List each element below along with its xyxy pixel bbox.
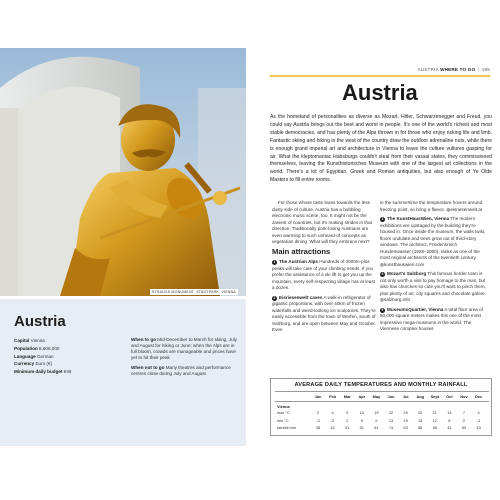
- page-number: 195: [481, 67, 490, 72]
- month-header: Feb: [329, 394, 337, 399]
- table-cell: 6: [448, 417, 451, 423]
- table-cell: 63: [403, 425, 408, 430]
- globe-icon: ◍: [446, 206, 451, 212]
- table-cell: 9: [346, 410, 349, 415]
- table-divider: [275, 391, 489, 392]
- table-cell: -3: [316, 417, 320, 423]
- month-header: Mar: [343, 394, 351, 399]
- strauss-monument-photo: [0, 48, 246, 296]
- table-cell: 50: [461, 425, 467, 430]
- month-header: Nov: [460, 394, 468, 399]
- number-badge-icon: 3: [381, 217, 384, 221]
- fact-language: Language German: [14, 353, 54, 359]
- fact-population: Population 8,608,000: [14, 345, 60, 351]
- month-header: Aug: [416, 394, 424, 399]
- country-facts-box: [0, 299, 246, 446]
- attraction-item: 5 MuseumsQuartier, Vienna A total floor area of 60,000 square meters makes this one of the most impressive mega-museums in the world. The Viennese complex houses: [380, 306, 483, 331]
- globe-icon: ◍: [380, 297, 385, 302]
- when-to-go-block: [131, 337, 237, 382]
- table-cell: 15: [403, 417, 408, 423]
- table-cell: 22: [388, 410, 394, 415]
- when-to-go: When to go Mid-December to March for skiing, July and August for hiking or June; when the Alps are in full bloom, crowds are manageable and prices have yet to hit their peak: [131, 337, 237, 361]
- fact-currency: Currency Euro (€): [14, 361, 53, 367]
- attraction-item: 3 The KunstHausWien, Vienna The modern exhibitions are upstaged by the building they're housed in. Once inside the museum, the walls twist, floors undulate and trees grow out of third-story windows. The architect, Friedensreich Hundertwasser (1928–2000), ranks as one of the most original architects of the twentieth century. ◍kunsthauswien.com: [380, 216, 486, 267]
- month-header: Oct: [446, 394, 453, 399]
- number-badge-icon: 1: [273, 260, 276, 264]
- table-cell: 2: [346, 417, 349, 423]
- table-cell: 9: [375, 417, 378, 423]
- title-rule: [270, 75, 490, 77]
- table-cell: 25: [403, 410, 408, 415]
- attraction-item: 2 Eisriesenwelt caves A walk-in refrigerator of gigantic proportions, with over 40km of frozen waterfalls and weird-looking ice sculptures. They're easily accessible from the town of Werfen, south of Salzburg, and are open between May and October. Even: [272, 294, 376, 332]
- website-link[interactable]: eisriesenwelt.at: [450, 206, 483, 212]
- table-cell: -1: [476, 417, 481, 423]
- page-title: Austria: [342, 80, 418, 105]
- row-label: rainfall mm: [277, 425, 297, 430]
- table-divider: [275, 401, 489, 402]
- month-header: Jan: [314, 394, 322, 399]
- city-label: Vienna: [277, 404, 290, 409]
- table-cell: 15: [418, 417, 423, 423]
- number-badge-icon: 2: [273, 295, 276, 300]
- table-cell: 41: [345, 425, 350, 430]
- month-header: Jun: [387, 394, 395, 399]
- table-cell: 25: [418, 410, 423, 415]
- table-cell: 74: [388, 425, 394, 430]
- table-cell: 5: [360, 417, 363, 423]
- fact-capital: Capital Vienna: [14, 338, 45, 343]
- attraction-item: 4 Mozart's Salzburg This famous border town is not only worth a visit to pay homage to the man, but also has churches so cute you'll want to pinch them, plus plenty of art, city squares and chocolate galore. ◍salzburg.info: [380, 271, 486, 302]
- statue-illustration: [0, 48, 246, 296]
- table-cell: 43: [476, 425, 481, 430]
- website-link[interactable]: kunsthauswien.com: [384, 261, 425, 267]
- table-cell: 45: [432, 425, 437, 430]
- table-cell: 14: [359, 410, 364, 415]
- photo-caption: STRAUSS MONUMENT, STADTPARK, VIENNA: [151, 290, 236, 294]
- table-cell: 14: [447, 410, 452, 415]
- table-cell: -2: [330, 417, 335, 423]
- table-cell: 12: [432, 417, 437, 423]
- table-cell: 51: [359, 425, 364, 430]
- month-header: Jul: [402, 394, 409, 399]
- facts-list: [14, 337, 119, 376]
- running-head: AUSTRIA WHERE TO GO | 195: [417, 67, 490, 72]
- fact-budget: Minimum daily budget €45: [14, 369, 72, 375]
- table-cell: 2: [316, 410, 320, 415]
- weather-table: [270, 378, 492, 436]
- table-cell: 4: [477, 410, 480, 415]
- month-header: Sept: [430, 394, 440, 399]
- table-cell: 61: [374, 425, 379, 430]
- table-cell: 41: [447, 425, 452, 430]
- intro-paragraph: As the homeland of personalities as diverse as Mozart, Hitler, Schwarzenegger and Freud, you could say Austria brings out the best and worst in people. It's one of the world's richest and most stable democracies, and has plenty of the Alps thrown in for those who enjoy risking life and limb. Fantastic skiing and hiking in the west of the country draw the outdoor adrenaline nuts, while there is enough grand imperial art and architecture in Vienna to leave the culture vultures gasping for air. What the kleptomaniac Habsburgs couldn't steal from their vassal states, they commissioned themselves, leaving the Kunsthistorisches Museum with one of the largest art collections in the world. There's a lot of Egyptian, Greek and Roman antiquities, but also enough of Ye Olde Masters to fill entire rooms.: [270, 114, 492, 184]
- caves-continued: in the summertime the temperature hovers around freezing point, so bring a fleece. ◍eisriesenwelt.at: [380, 200, 483, 212]
- number-badge-icon: 5: [381, 307, 384, 312]
- column-right: [380, 200, 486, 336]
- table-cell: 13: [388, 417, 394, 423]
- month-header: Apr: [358, 394, 366, 399]
- when-not-to-go: When not to go Many theatres and performance centres close during July and August: [131, 365, 231, 377]
- globe-icon: ◍: [380, 261, 385, 267]
- facts-box-title: Austria: [14, 313, 66, 330]
- number-badge-icon: 4: [381, 272, 384, 276]
- row-label: min °C: [277, 417, 289, 423]
- website-link[interactable]: salzburg.info: [384, 297, 411, 302]
- row-label: max °C: [277, 410, 290, 415]
- table-cell: 2: [462, 417, 466, 423]
- table-cell: 38: [315, 425, 321, 430]
- table-cell: 4: [331, 410, 334, 415]
- table-cell: 58: [418, 425, 423, 430]
- table-cell: 7: [462, 410, 466, 415]
- culture-paragraph: For those whose taste leans towards the less dusty side of culture, Austria has a bubbling electronic music scene, too. It might not be the zaniest of countries, but it's making strides in that direction. Traditionally pork-loving Austrians are even warming to such unheard-of concepts as vegetarian dining. What will they embrace next?: [272, 200, 372, 244]
- table-cell: 21: [432, 410, 437, 415]
- column-left: [272, 200, 376, 337]
- right-page: [256, 48, 500, 446]
- table-cell: 19: [374, 410, 379, 415]
- month-header: May: [372, 394, 381, 399]
- attraction-item: 1 The Austrian Alps Hundreds of 3000m-plus peaks will take care of your climbing needs. If you prefer the assistance of a ski lift to get you up the mountain, every self-respecting village has at least a dozen.: [272, 259, 375, 290]
- left-page: [0, 48, 246, 446]
- attractions-heading: Main attractions: [272, 246, 331, 256]
- weather-table-title: AVERAGE DAILY TEMPERATURES AND MONTHLY RAINFALL: [294, 382, 468, 388]
- table-cell: 42: [330, 425, 335, 430]
- month-header: Dec: [475, 394, 483, 399]
